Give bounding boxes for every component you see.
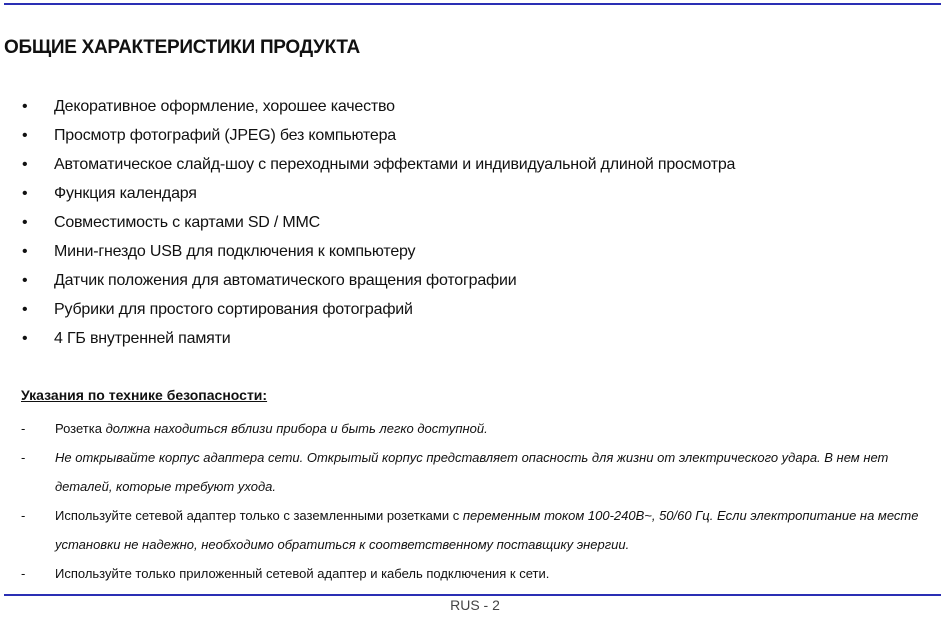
bullet-icon: • [22, 214, 28, 231]
dash-marker: - [21, 508, 26, 523]
safety-plain-text: Используйте только приложенный сетевой адаптер и кабель подключения к сети. [55, 566, 550, 581]
dash-marker: - [21, 566, 26, 581]
feature-text: Просмотр фотографий (JPEG) без компьютера [54, 127, 396, 144]
safety-item [21, 414, 946, 443]
top-divider [4, 3, 941, 5]
safety-heading: Указания по технике безопасности: [21, 387, 268, 403]
page-number: RUS - 2 [450, 597, 500, 613]
bullet-icon: • [22, 243, 28, 260]
bullet-icon: • [22, 330, 28, 347]
bullet-icon: • [22, 98, 28, 115]
page-title: ОБЩИЕ ХАРАКТЕРИСТИКИ ПРОДУКТА [4, 37, 360, 58]
bullet-icon: • [22, 156, 28, 173]
safety-plain-text: Используйте сетевой адаптер только с заземленными розетками с [55, 508, 463, 523]
safety-item [21, 443, 946, 501]
feature-text: Датчик положения для автоматического вращения фотографии [54, 272, 517, 289]
feature-text: Автоматическое слайд-шоу с переходными эффектами и индивидуальной длиной просмотра [54, 156, 736, 173]
safety-list [21, 414, 946, 588]
safety-item [21, 501, 946, 559]
dash-marker: - [21, 421, 26, 436]
feature-text: Мини-гнездо USB для подключения к компьютеру [54, 243, 416, 260]
bullet-icon: • [22, 127, 28, 144]
bullet-icon: • [22, 301, 28, 318]
safety-italic-text: должна находиться вблизи прибора и быть легко доступной. [105, 421, 488, 436]
bullet-icon: • [22, 185, 28, 202]
safety-italic-text: Не открывайте корпус адаптера сети. Открытый корпус представляет опасность для жизни от электрического удара. В нем нет деталей, которые требуют ухода. [55, 450, 889, 494]
dash-marker: - [21, 450, 26, 465]
feature-text: Декоративное оформление, хорошее качество [54, 98, 395, 115]
feature-text: Функция календаря [54, 185, 197, 202]
bullet-icon: • [22, 272, 28, 289]
feature-text: 4 ГБ внутренней памяти [54, 330, 231, 347]
feature-text: Совместимость с картами SD / MMC [54, 214, 320, 231]
safety-item [21, 559, 946, 588]
safety-plain-text: Розетка [55, 421, 106, 436]
safety-italic-text: переменным током 100-240В~, 50/60 Гц. Если электропитание на месте установки не надежно, необходимо обратиться к соответственному поставщику энергии. [55, 508, 919, 552]
feature-text: Рубрики для простого сортирования фотографий [54, 301, 413, 318]
bottom-divider [4, 594, 941, 596]
